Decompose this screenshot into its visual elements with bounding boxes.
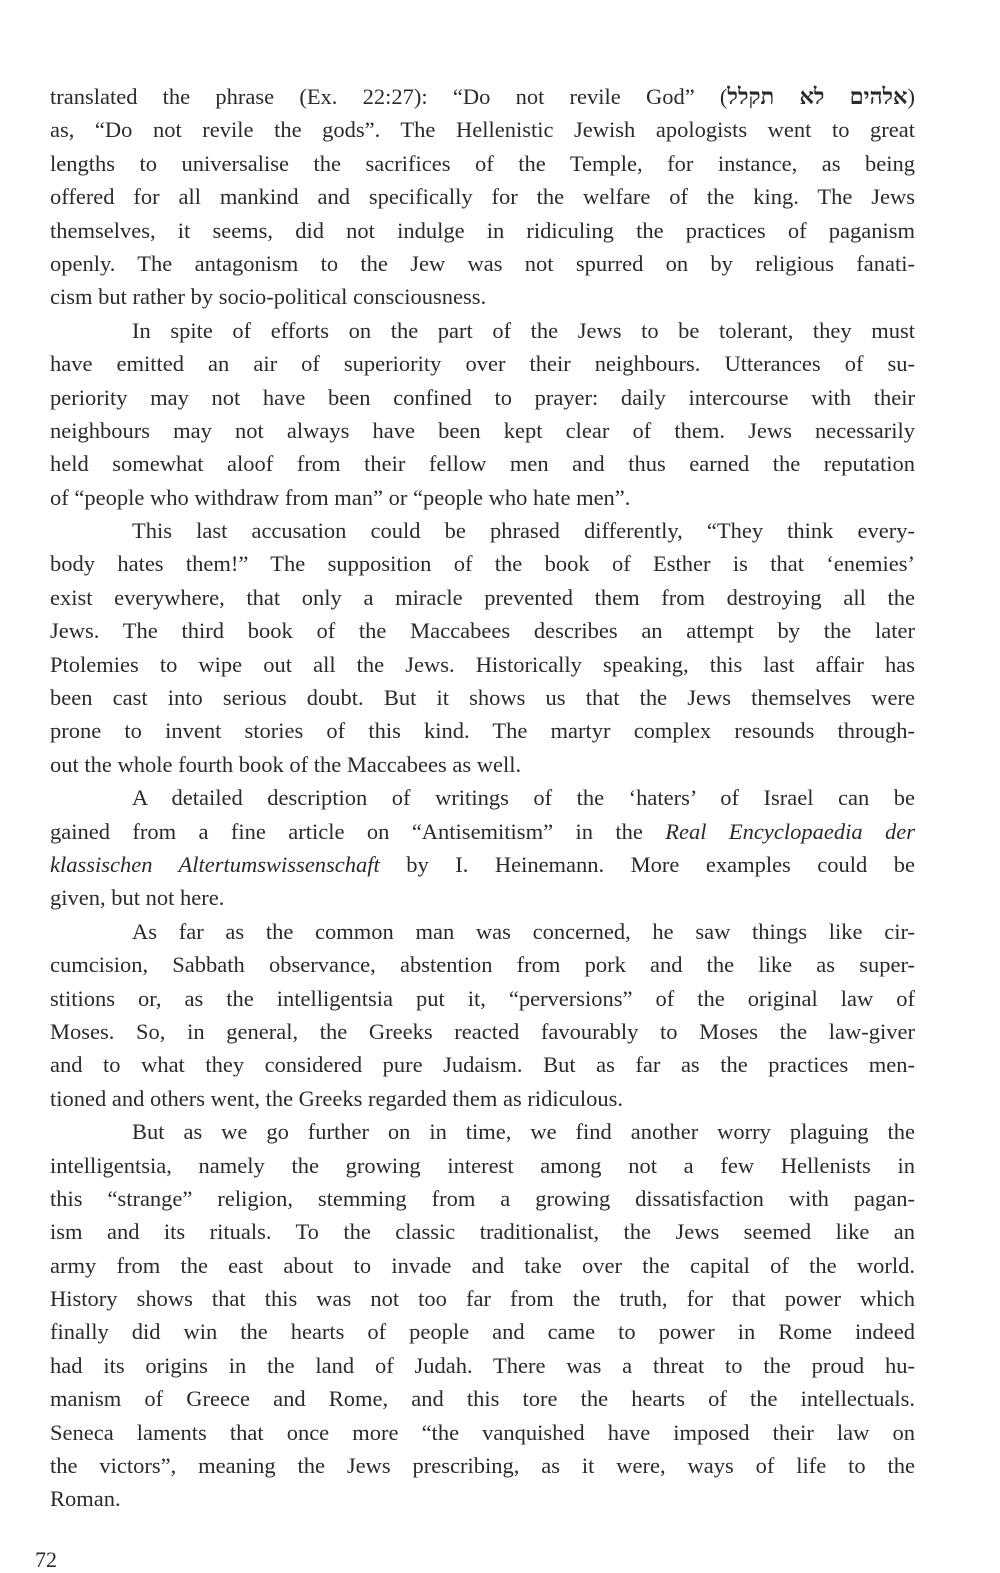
text-segment: by I. Heinemann. More examples could be <box>379 851 915 877</box>
text-line <box>50 214 915 247</box>
text-segment: Jews. The third book of the Maccabees describes an attempt by the later <box>50 618 915 644</box>
text-segment: History shows that this was not too far from the truth, for that power which <box>50 1286 915 1312</box>
text-segment: army from the east about to invade and take over the capital of the world. <box>50 1252 915 1278</box>
text-segment: Roman. <box>50 1486 121 1512</box>
text-segment: held somewhat aloof from their fellow men and thus earned the reputation <box>50 451 915 477</box>
text-segment: given, but not here. <box>50 885 225 911</box>
text-segment: cism but rather by socio-political consciousness. <box>50 284 487 310</box>
text-segment: themselves, it seems, did not indulge in ridiculing the practices of paganism <box>50 217 915 243</box>
text-segment: manism of Greece and Rome, and this tore the hearts of the intellectuals. <box>50 1386 915 1412</box>
text-line <box>50 1015 915 1048</box>
text-line <box>50 1349 915 1382</box>
paragraph <box>50 781 915 915</box>
text-segment: gained from a fine article on “Antisemitism” in the <box>50 818 666 844</box>
text-segment: of “people who withdraw from man” or “people who hate men”. <box>50 484 631 510</box>
text-line <box>50 314 915 347</box>
text-line <box>50 1149 915 1182</box>
italic-title: klassischen Altertumswissenschaft <box>50 851 380 877</box>
text-segment: offered for all mankind and specifically for the welfare of the king. The Jews <box>50 184 915 210</box>
text-line <box>50 848 915 881</box>
text-line <box>50 1082 915 1115</box>
text-line <box>50 781 915 814</box>
text-segment: stitions or, as the intelligentsia put it, “perversions” of the original law of <box>50 985 915 1011</box>
text-segment: ) <box>907 84 915 109</box>
text-segment: the victors”, meaning the Jews prescribing, as it were, ways of life to the <box>50 1453 915 1479</box>
text-segment: A detailed description of writings of the ‘haters’ of Israel can be <box>132 785 915 811</box>
paragraph <box>50 314 915 514</box>
text-segment: prone to invent stories of this kind. The martyr complex resounds through- <box>50 718 915 744</box>
text-line <box>50 113 915 146</box>
text-line <box>50 1215 915 1248</box>
text-line <box>50 1182 915 1215</box>
text-line <box>50 681 915 714</box>
text-line <box>50 1048 915 1081</box>
text-segment: Moses. So, in general, the Greeks reacted favourably to Moses the law-giver <box>50 1018 915 1044</box>
text-line <box>50 347 915 380</box>
text-segment: openly. The antagonism to the Jew was not spurred on by religious fanati- <box>50 250 915 276</box>
text-line <box>50 1449 915 1482</box>
text-line <box>50 614 915 647</box>
text-line <box>50 1282 915 1315</box>
text-line <box>50 1115 915 1148</box>
text-segment: neighbours may not always have been kept clear of them. Jews necessarily <box>50 417 915 443</box>
text-line <box>50 80 915 113</box>
text-segment: been cast into serious doubt. But it shows us that the Jews themselves were <box>50 685 915 711</box>
paragraph <box>50 80 915 314</box>
text-line <box>50 547 915 580</box>
paragraph <box>50 514 915 781</box>
text-line <box>50 982 915 1015</box>
text-segment: and to what they considered pure Judaism. But as far as the practices men- <box>50 1052 915 1078</box>
text-line <box>50 648 915 681</box>
text-segment: have emitted an air of superiority over their neighbours. Utterances of su- <box>50 351 915 377</box>
italic-title: Real Encyclopaedia der <box>665 818 915 844</box>
text-line <box>50 1482 915 1515</box>
text-line <box>50 1249 915 1282</box>
text-line <box>50 948 915 981</box>
text-segment: As far as the common man was concerned, he saw things like cir- <box>132 918 915 944</box>
paragraph <box>50 915 915 1115</box>
text-segment: this “strange” religion, stemming from a growing dissatisfaction with pagan- <box>50 1185 915 1211</box>
text-line <box>50 714 915 747</box>
text-line <box>50 280 915 313</box>
text-segment: body hates them!” The supposition of the book of Esther is that ‘enemies’ <box>50 551 915 577</box>
text-segment: lengths to universalise the sacrifices of the Temple, for instance, as being <box>50 150 915 176</box>
text-segment: exist everywhere, that only a miracle prevented them from destroying all the <box>50 584 915 610</box>
text-line <box>50 514 915 547</box>
text-line <box>50 1315 915 1348</box>
text-line <box>50 381 915 414</box>
text-line <box>50 915 915 948</box>
paragraph <box>50 1115 915 1516</box>
text-segment: In spite of efforts on the part of the Jews to be tolerant, they must <box>132 317 915 343</box>
text-segment: intelligentsia, namely the growing interest among not a few Hellenists in <box>50 1152 915 1178</box>
text-segment: tioned and others went, the Greeks regarded them as ridiculous. <box>50 1085 623 1111</box>
text-segment: Seneca laments that once more “the vanquished have imposed their law on <box>50 1419 915 1445</box>
text-segment: as, “Do not revile the gods”. The Hellenistic Jewish apologists went to great <box>50 117 915 143</box>
text-segment: Ptolemies to wipe out all the Jews. Historically speaking, this last affair has <box>50 651 915 677</box>
text-line <box>50 881 915 914</box>
text-segment: translated the phrase (Ex. 22:27): “Do not revile God” ( <box>50 84 728 109</box>
text-segment: finally did win the hearts of people and came to power in Rome indeed <box>50 1319 915 1345</box>
text-line <box>50 1382 915 1415</box>
text-line <box>50 447 915 480</box>
text-line <box>50 748 915 781</box>
text-segment: But as we go further on in time, we find another worry plaguing the <box>132 1119 915 1145</box>
hebrew-phrase: אלהים לא תקלל <box>727 84 908 109</box>
text-line <box>50 815 915 848</box>
page-number: 72 <box>35 1547 57 1572</box>
text-line <box>50 414 915 447</box>
page-body <box>50 80 915 1516</box>
text-segment: ism and its rituals. To the classic traditionalist, the Jews seemed like an <box>50 1219 915 1245</box>
text-line <box>50 1416 915 1449</box>
text-line <box>50 581 915 614</box>
text-segment: out the whole fourth book of the Maccabees as well. <box>50 751 522 777</box>
text-line <box>50 247 915 280</box>
text-line <box>50 147 915 180</box>
text-line <box>50 481 915 514</box>
text-segment: cumcision, Sabbath observance, abstention from pork and the like as super- <box>50 952 915 978</box>
text-segment: This last accusation could be phrased differently, “They think every- <box>132 518 915 544</box>
text-line <box>50 180 915 213</box>
text-segment: had its origins in the land of Judah. There was a threat to the proud hu- <box>50 1352 915 1378</box>
text-segment: periority may not have been confined to prayer: daily intercourse with their <box>50 384 915 410</box>
